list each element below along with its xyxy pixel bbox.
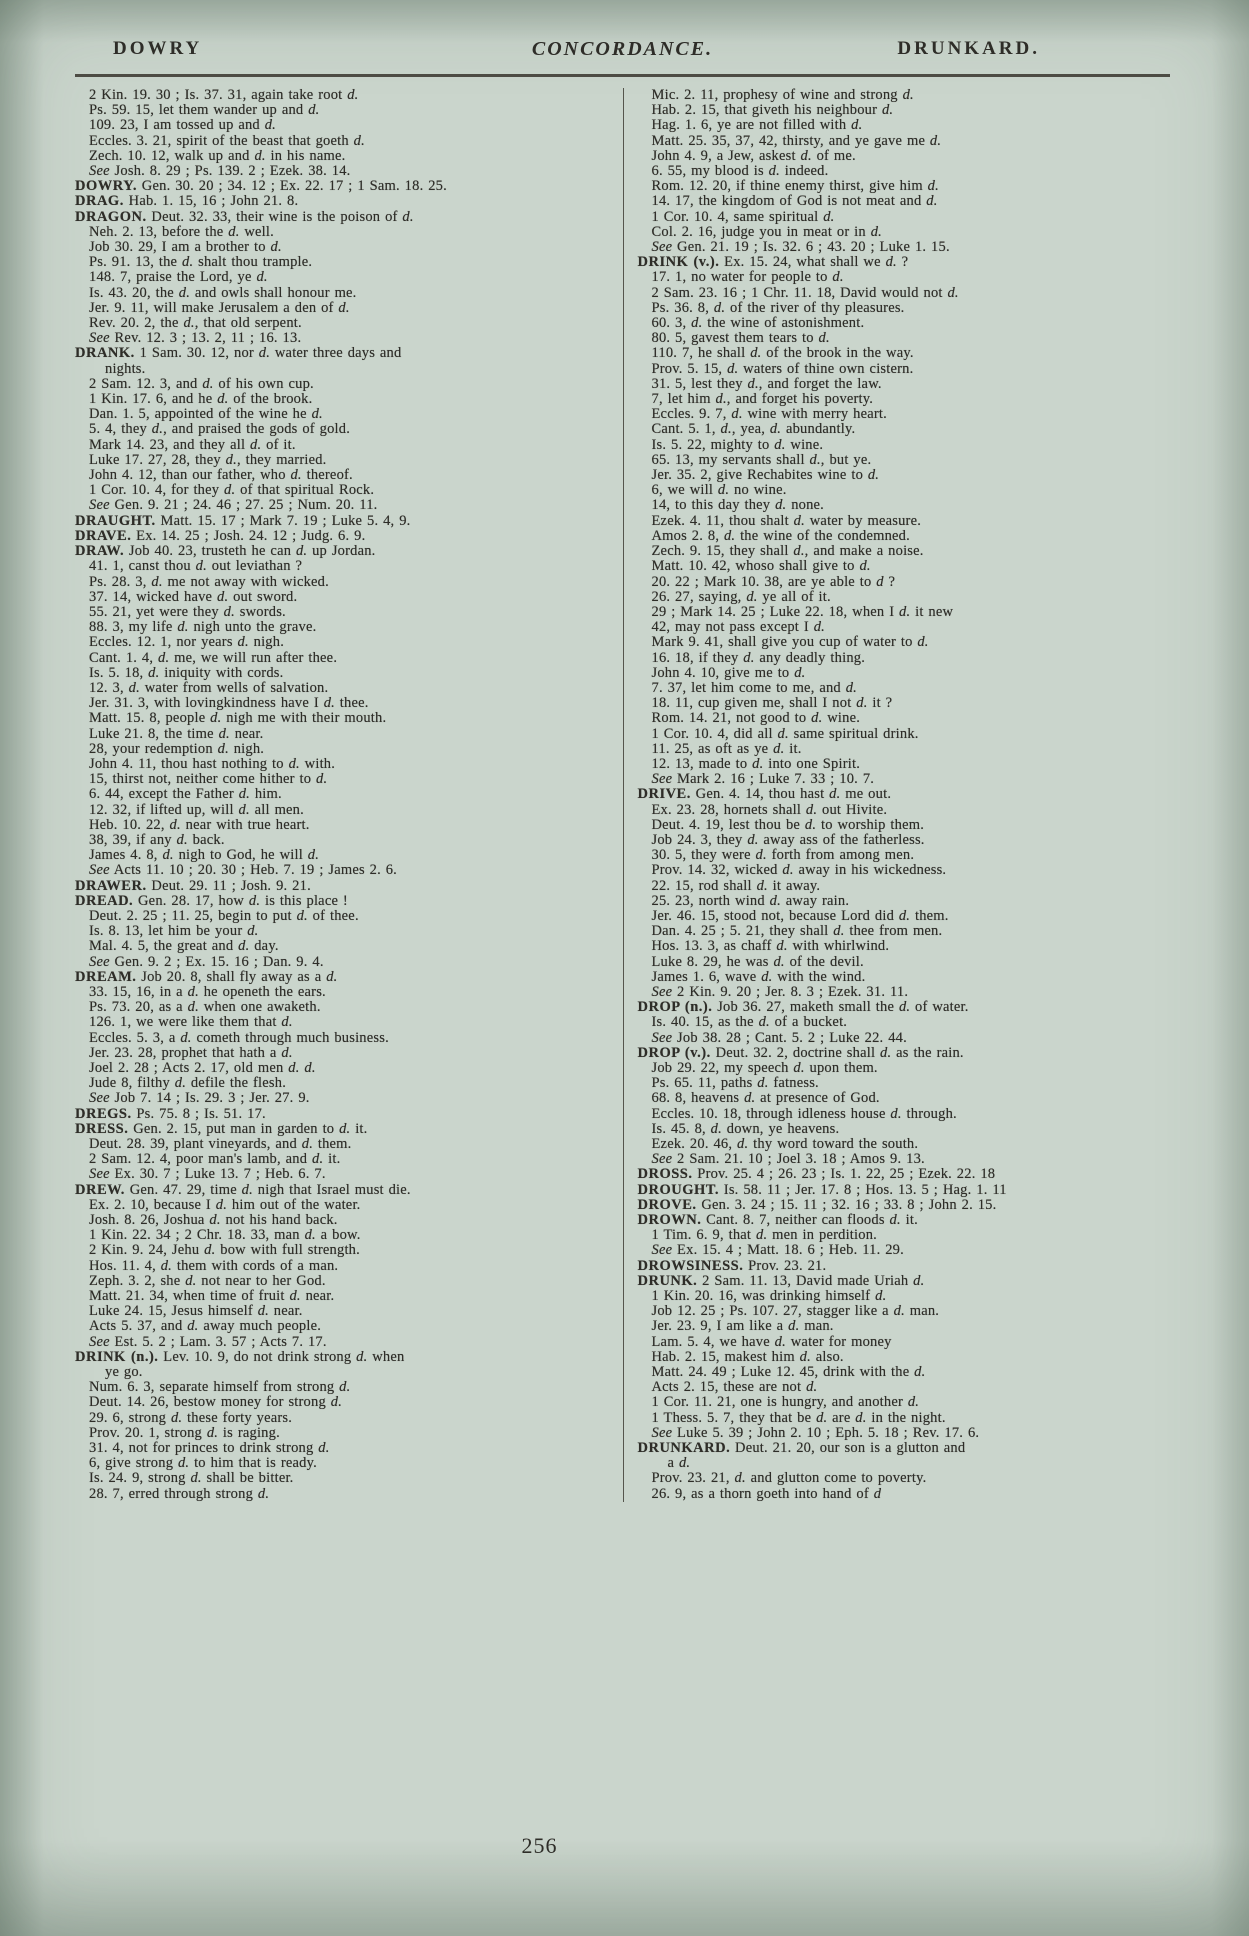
reference-line: 1 Thess. 5. 7, they that be d. are d. in the night. (651, 1409, 946, 1426)
reference-line: Job 24. 3, they d. away ass of the fatherless. (651, 831, 925, 848)
reference-line: 68. 8, heavens d. at presence of God. (651, 1090, 880, 1107)
reference-line: 88. 3, my life d. nigh unto the grave. (89, 619, 317, 636)
header-left-word: DOWRY (113, 38, 203, 59)
reference-line: 7, let him d., and forget his poverty. (651, 391, 874, 408)
reference-line: See Gen. 9. 21 ; 24. 46 ; 27. 25 ; Num. 20. 11. (89, 497, 378, 514)
reference-line: 148. 7, praise the Lord, ye d. (89, 269, 268, 286)
reference-line: 14. 17, the kingdom of God is not meat and d. (651, 193, 938, 210)
reference-line: James 4. 8, d. nigh to God, he will d. (89, 847, 320, 864)
reference-line: Jer. 9. 11, will make Jerusalem a den of d. (89, 299, 350, 316)
reference-line: 42, may not pass except I d. (651, 619, 825, 636)
reference-line: Jer. 31. 3, with lovingkindness have I d. thee. (89, 695, 369, 712)
reference-line: Eccles. 5. 3, a d. cometh through much business. (89, 1029, 389, 1046)
continuation-line: nights. (105, 360, 146, 377)
reference-line: 38, 39, if any d. back. (89, 831, 225, 848)
reference-line: Ezek. 4. 11, thou shalt d. water by measure. (651, 512, 922, 529)
reference-line: Josh. 8. 26, Joshua d. not his hand back. (89, 1212, 338, 1229)
entry-line: DROWSINESS. Prov. 23. 21. (637, 1257, 827, 1274)
reference-line: Hos. 11. 4, d. them with cords of a man. (89, 1257, 339, 1274)
reference-line: Mark 14. 23, and they all d. of it. (89, 436, 296, 453)
reference-line: Ps. 65. 11, paths d. fatness. (651, 1075, 819, 1092)
continuation-line: a d. (667, 1455, 691, 1472)
reference-line: Zech. 9. 15, they shall d., and make a noise. (651, 543, 924, 560)
reference-line: 30. 5, they were d. forth from among men. (651, 847, 915, 864)
reference-line: 2 Kin. 9. 24, Jehu d. bow with full strength. (89, 1242, 360, 1259)
reference-line: Cant. 5. 1, d., yea, d. abundantly. (651, 421, 856, 438)
reference-line: 7. 37, let him come to me, and d. (651, 679, 857, 696)
reference-line: 2 Sam. 23. 16 ; 1 Chr. 11. 18, David would not d. (651, 284, 959, 301)
entry-line: DRUNKARD. Deut. 21. 20, our son is a glutton and (637, 1440, 966, 1457)
reference-line: See Josh. 8. 29 ; Ps. 139. 2 ; Ezek. 38. 14. (89, 163, 351, 180)
reference-line: 18. 11, cup given me, shall I not d. it ? (651, 695, 893, 712)
reference-line: Deut. 2. 25 ; 11. 25, begin to put d. of thee. (89, 907, 359, 924)
entry-line: DRAVE. Ex. 14. 25 ; Josh. 24. 12 ; Judg. 6. 9. (75, 527, 366, 544)
entry-line: DRUNK. 2 Sam. 11. 13, David made Uriah d. (637, 1272, 925, 1289)
reference-line: Ps. 59. 15, let them wander up and d. (89, 102, 320, 119)
reference-line: Rev. 20. 2, the d., that old serpent. (89, 315, 302, 332)
reference-line: Eccles. 9. 7, d. wine with merry heart. (651, 406, 887, 423)
left-column (75, 88, 623, 1502)
reference-line: Matt. 24. 49 ; Luke 12. 45, drink with the d. (651, 1364, 926, 1381)
reference-line: James 1. 6, wave d. with the wind. (651, 968, 866, 985)
reference-line: Luke 8. 29, he was d. of the devil. (651, 953, 864, 970)
reference-line: John 4. 9, a Jew, askest d. of me. (651, 147, 856, 164)
reference-line: Matt. 25. 35, 37, 42, thirsty, and ye gave me d. (651, 132, 942, 149)
entry-line: DRINK (n.). Lev. 10. 9, do not drink strong d. when (75, 1348, 405, 1365)
text-columns (75, 88, 1170, 1502)
reference-line: Heb. 10. 22, d. near with true heart. (89, 816, 310, 833)
reference-line: Job 29. 22, my speech d. upon them. (651, 1060, 878, 1076)
reference-line: Acts 2. 15, these are not d. (651, 1379, 818, 1396)
reference-line: 6, we will d. no wine. (651, 482, 787, 499)
reference-line: See Acts 11. 10 ; 20. 30 ; Heb. 7. 19 ; James 2. 6. (89, 862, 398, 879)
reference-line: 14, to this day they d. none. (651, 497, 825, 514)
reference-line: Neh. 2. 13, before the d. well. (89, 223, 274, 240)
reference-line: Eccles. 3. 21, spirit of the beast that goeth d. (89, 132, 365, 149)
reference-line: See Job 38. 28 ; Cant. 5. 2 ; Luke 22. 44. (651, 1029, 907, 1046)
reference-line: Is. 5. 22, mighty to d. wine. (651, 436, 824, 453)
reference-line: Dan. 1. 5, appointed of the wine he d. (89, 406, 323, 423)
reference-line: 15, thirst not, neither come hither to d. (89, 771, 328, 788)
reference-line: 33. 15, 16, in a d. he openeth the ears. (89, 983, 326, 1000)
reference-line: 1 Cor. 10. 4, for they d. of that spiritual Rock. (89, 482, 375, 499)
reference-line: 28. 7, erred through strong d. (89, 1485, 270, 1502)
reference-line: Acts 5. 37, and d. away much people. (89, 1318, 322, 1335)
entry-line: DROSS. Prov. 25. 4 ; 26. 23 ; Is. 1. 22, 25 ; Ezek. 22. 18 (637, 1166, 996, 1183)
reference-line: See Ex. 30. 7 ; Luke 13. 7 ; Heb. 6. 7. (89, 1166, 326, 1183)
reference-line: Hab. 2. 15, that giveth his neighbour d. (651, 102, 894, 119)
reference-line: Hos. 13. 3, as chaff d. with whirlwind. (651, 938, 890, 955)
reference-line: Prov. 5. 15, d. waters of thine own cistern. (651, 360, 914, 377)
reference-line: Is. 5. 18, d. iniquity with cords. (89, 664, 284, 681)
reference-line: See 2 Sam. 21. 10 ; Joel 3. 18 ; Amos 9. 13. (651, 1151, 925, 1168)
header-right-word: DRUNKARD. (897, 38, 1040, 59)
entry-line: DROVE. Gen. 3. 24 ; 15. 11 ; 32. 16 ; 33. 8 ; John 2. 15. (637, 1196, 997, 1213)
reference-line: 26. 9, as a thorn goeth into hand of d (651, 1485, 882, 1502)
reference-line: John 4. 12, than our father, who d. thereof. (89, 467, 353, 484)
reference-line: 1 Tim. 6. 9, that d. men in perdition. (651, 1227, 877, 1244)
entry-line: DREAD. Gen. 28. 17, how d. is this place ! (75, 892, 348, 909)
reference-line: See Rev. 12. 3 ; 13. 2, 11 ; 16. 13. (89, 330, 302, 347)
reference-line: Prov. 23. 21, d. and glutton come to poverty. (651, 1470, 927, 1487)
reference-line: Cant. 1. 4, d. me, we will run after thee. (89, 649, 338, 666)
reference-line: Eccles. 10. 18, through idleness house d. through. (651, 1105, 957, 1122)
entry-line: DREAM. Job 20. 8, shall fly away as a d. (75, 968, 338, 985)
reference-line: Matt. 10. 42, whoso shall give to d. (651, 558, 871, 575)
reference-line: 29. 6, strong d. these forty years. (89, 1409, 293, 1426)
reference-line: Eccles. 12. 1, nor years d. nigh. (89, 634, 285, 651)
reference-line: 26. 27, saying, d. ye all of it. (651, 588, 831, 605)
reference-line: Jer. 23. 9, I am like a d. man. (651, 1318, 834, 1335)
reference-line: Num. 6. 3, separate himself from strong d. (89, 1379, 351, 1396)
reference-line: 2 Kin. 19. 30 ; Is. 37. 31, again take root d. (89, 87, 359, 103)
reference-line: Is. 43. 20, the d. and owls shall honour me. (89, 284, 357, 301)
entry-line: DROUGHT. Is. 58. 11 ; Jer. 17. 8 ; Hos. 13. 5 ; Hag. 1. 11 (637, 1181, 1007, 1198)
reference-line: See Job 7. 14 ; Is. 29. 3 ; Jer. 27. 9. (89, 1090, 310, 1107)
reference-line: 2 Sam. 12. 4, poor man's lamb, and d. it. (89, 1151, 341, 1168)
reference-line: 80. 5, gavest them tears to d. (651, 330, 830, 347)
reference-line: 12. 3, d. water from wells of salvation. (89, 679, 329, 696)
reference-line: John 4. 11, thou hast nothing to d. with. (89, 755, 336, 772)
reference-line: Is. 8. 13, let him be your d. (89, 923, 259, 940)
reference-line: Mal. 4. 5, the great and d. day. (89, 938, 279, 955)
reference-line: Rom. 12. 20, if thine enemy thirst, give him d. (651, 178, 939, 195)
reference-line: Ezek. 20. 46, d. thy word toward the south. (651, 1136, 919, 1153)
reference-line: Mic. 2. 11, prophesy of wine and strong d. (651, 87, 914, 103)
reference-line: 6, give strong d. to him that is ready. (89, 1455, 317, 1472)
reference-line: Dan. 4. 25 ; 5. 21, they shall d. thee from men. (651, 923, 943, 940)
entry-line: DRESS. Gen. 2. 15, put man in garden to d. it. (75, 1120, 368, 1137)
reference-line: Rom. 14. 21, not good to d. wine. (651, 710, 861, 727)
reference-line: Hab. 2. 15, makest him d. also. (651, 1348, 844, 1365)
reference-line: 126. 1, we were like them that d. (89, 1014, 293, 1031)
entry-line: DRAW. Job 40. 23, trusteth he can d. up Jordan. (75, 543, 376, 560)
reference-line: 1 Kin. 22. 34 ; 2 Chr. 18. 33, man d. a bow. (89, 1227, 361, 1244)
reference-line: 109. 23, I am tossed up and d. (89, 117, 276, 134)
right-column (623, 88, 1171, 1502)
entry-line: DRAGON. Deut. 32. 33, their wine is the poison of d. (75, 208, 414, 225)
entry-line: DRINK (v.). Ex. 15. 24, what shall we d. ? (637, 254, 909, 271)
reference-line: 37. 14, wicked have d. out sword. (89, 588, 298, 605)
entry-line: DROP (n.). Job 36. 27, maketh small the d. of water. (637, 999, 969, 1016)
reference-line: 12. 13, made to d. into one Spirit. (651, 755, 861, 772)
reference-line: 1 Cor. 11. 21, one is hungry, and another d. (651, 1394, 920, 1411)
reference-line: 1 Kin. 20. 16, was drinking himself d. (651, 1288, 887, 1305)
reference-line: Mark 9. 41, shall give you cup of water to d. (651, 634, 929, 651)
entry-line: DRIVE. Gen. 4. 14, thou hast d. me out. (637, 786, 892, 803)
reference-line: 28, your redemption d. nigh. (89, 740, 265, 757)
reference-line: See Luke 5. 39 ; John 2. 10 ; Eph. 5. 18 ; Rev. 17. 6. (651, 1424, 980, 1441)
reference-line: Is. 45. 8, d. down, ye heavens. (651, 1120, 840, 1137)
reference-line: Ex. 23. 28, hornets shall d. out Hivite. (651, 801, 888, 818)
reference-line: Is. 24. 9, strong d. shall be bitter. (89, 1470, 294, 1487)
reference-line: 16. 18, if they d. any deadly thing. (651, 649, 866, 666)
reference-line: 6. 44, except the Father d. him. (89, 786, 282, 803)
reference-line: Luke 24. 15, Jesus himself d. near. (89, 1303, 303, 1320)
reference-line: 1 Cor. 10. 4, same spiritual d. (651, 208, 835, 225)
reference-line: Jer. 23. 28, prophet that hath a d. (89, 1044, 293, 1061)
reference-line: See Ex. 15. 4 ; Matt. 18. 6 ; Heb. 11. 29. (651, 1242, 904, 1259)
reference-line: 1 Kin. 17. 6, and he d. of the brook. (89, 391, 313, 408)
reference-line: 5. 4, they d., and praised the gods of gold. (89, 421, 351, 438)
reference-line: Ps. 91. 13, the d. shalt thou trample. (89, 254, 313, 271)
entry-line: DREGS. Ps. 75. 8 ; Is. 51. 17. (75, 1105, 266, 1122)
entry-line: DROWN. Cant. 8. 7, neither can floods d. it. (637, 1212, 918, 1229)
reference-line: See 2 Kin. 9. 20 ; Jer. 8. 3 ; Ezek. 31. 11. (651, 983, 909, 1000)
reference-line: See Gen. 21. 19 ; Is. 32. 6 ; 43. 20 ; Luke 1. 15. (651, 239, 950, 256)
reference-line: 11. 25, as oft as ye d. it. (651, 740, 802, 757)
reference-line: 2 Sam. 12. 3, and d. of his own cup. (89, 375, 314, 392)
entry-line: DOWRY. Gen. 30. 20 ; 34. 12 ; Ex. 22. 17 ; 1 Sam. 18. 25. (75, 178, 447, 195)
reference-line: 55. 21, yet were they d. swords. (89, 603, 286, 620)
reference-line: 20. 22 ; Mark 10. 38, are ye able to d ? (651, 573, 896, 590)
reference-line: Prov. 14. 32, wicked d. away in his wickedness. (651, 862, 947, 879)
header-rule (75, 74, 1170, 77)
reference-line: 110. 7, he shall d. of the brook in the way. (651, 345, 914, 362)
reference-line: 1 Cor. 10. 4, did all d. same spiritual drink. (651, 725, 919, 742)
entry-line: DREW. Gen. 47. 29, time d. nigh that Israel must die. (75, 1181, 411, 1198)
reference-line: See Gen. 9. 2 ; Ex. 15. 16 ; Dan. 9. 4. (89, 953, 324, 970)
reference-line: John 4. 10, give me to d. (651, 664, 806, 681)
reference-line: Jer. 46. 15, stood not, because Lord did d. them. (651, 907, 949, 924)
reference-line: 6. 55, my blood is d. indeed. (651, 163, 829, 180)
entry-line: DRANK. 1 Sam. 30. 12, nor d. water three days and (75, 345, 402, 362)
reference-line: 12. 32, if lifted up, will d. all men. (89, 801, 304, 818)
reference-line: 22. 15, rod shall d. it away. (651, 877, 821, 894)
reference-line: Ps. 73. 20, as a d. when one awaketh. (89, 999, 321, 1016)
reference-line: Deut. 4. 19, lest thou be d. to worship them. (651, 816, 925, 833)
reference-line: Job 30. 29, I am a brother to d. (89, 239, 282, 256)
entry-line: DRAG. Hab. 1. 15, 16 ; John 21. 8. (75, 193, 299, 210)
reference-line: Jer. 35. 2, give Rechabites wine to d. (651, 467, 880, 484)
reference-line: Jude 8, filthy d. defile the flesh. (89, 1075, 287, 1092)
reference-line: Prov. 20. 1, strong d. is raging. (89, 1424, 280, 1441)
reference-line: Matt. 21. 34, when time of fruit d. near. (89, 1288, 335, 1305)
reference-line: Zeph. 3. 2, she d. not near to her God. (89, 1272, 326, 1289)
reference-line: See Mark 2. 16 ; Luke 7. 33 ; 10. 7. (651, 771, 875, 788)
reference-line: Is. 40. 15, as the d. of a bucket. (651, 1014, 848, 1031)
reference-line: Joel 2. 28 ; Acts 2. 17, old men d. d. (89, 1060, 316, 1076)
page-header (75, 38, 1170, 68)
reference-line: Lam. 5. 4, we have d. water for money (651, 1333, 892, 1350)
reference-line: Luke 21. 8, the time d. near. (89, 725, 264, 742)
reference-line: 17. 1, no water for people to d. (651, 269, 844, 286)
reference-line: 29 ; Mark 14. 25 ; Luke 22. 18, when I d. it new (651, 603, 954, 620)
page-number: 256 (521, 1833, 558, 1858)
reference-line: Luke 17. 27, 28, they d., they married. (89, 451, 327, 468)
reference-line: 60. 3, d. the wine of astonishment. (651, 315, 865, 332)
reference-line: Amos 2. 8, d. the wine of the condemned. (651, 527, 910, 544)
reference-line: Matt. 15. 8, people d. nigh me with their mouth. (89, 710, 387, 727)
reference-line: Deut. 28. 39, plant vineyards, and d. them. (89, 1136, 352, 1153)
reference-line: 31. 5, lest they d., and forget the law. (651, 375, 882, 392)
reference-line: Job 12. 25 ; Ps. 107. 27, stagger like a d. man. (651, 1303, 940, 1320)
reference-line: Hag. 1. 6, ye are not filled with d. (651, 117, 863, 134)
reference-line: 31. 4, not for princes to drink strong d. (89, 1440, 330, 1457)
reference-line: Ex. 2. 10, because I d. him out of the water. (89, 1196, 361, 1213)
continuation-line: ye go. (105, 1364, 143, 1381)
reference-line: 65. 13, my servants shall d., but ye. (651, 451, 872, 468)
reference-line: Ps. 28. 3, d. me not away with wicked. (89, 573, 329, 590)
reference-line: Deut. 14. 26, bestow money for strong d. (89, 1394, 343, 1411)
reference-line: 41. 1, canst thou d. out leviathan ? (89, 558, 303, 575)
reference-line: See Est. 5. 2 ; Lam. 3. 57 ; Acts 7. 17. (89, 1333, 327, 1350)
reference-line: Zech. 10. 12, walk up and d. in his name. (89, 147, 346, 164)
header-center-title: CONCORDANCE. (531, 38, 714, 60)
reference-line: Col. 2. 16, judge you in meat or in d. (651, 223, 882, 240)
reference-line: 25. 23, north wind d. away rain. (651, 892, 850, 909)
entry-line: DRAWER. Deut. 29. 11 ; Josh. 9. 21. (75, 877, 311, 894)
reference-line: Ps. 36. 8, d. of the river of thy pleasures. (651, 299, 905, 316)
entry-line: DRAUGHT. Matt. 15. 17 ; Mark 7. 19 ; Luke 5. 4, 9. (75, 512, 411, 529)
entry-line: DROP (v.). Deut. 32. 2, doctrine shall d. as the rain. (637, 1044, 964, 1061)
